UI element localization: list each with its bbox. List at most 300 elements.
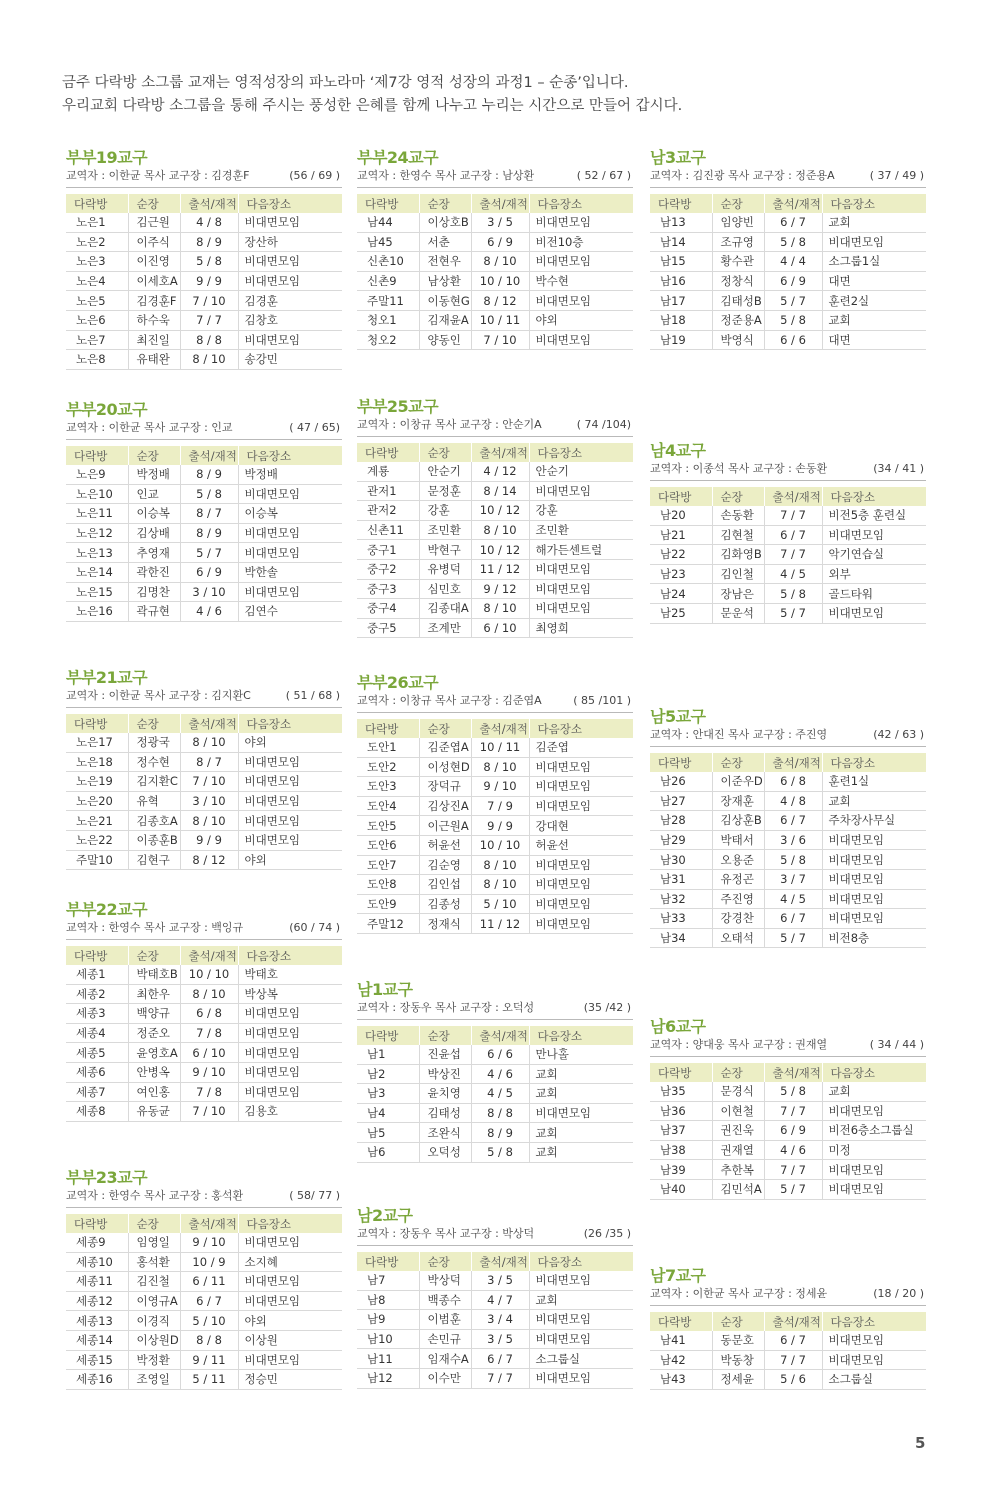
cell-attendance: 5 / 7 <box>764 928 822 948</box>
header-attendance: 출석/재적 <box>471 443 529 462</box>
cell-attendance: 7 / 7 <box>764 1160 822 1180</box>
group-title: 남6교구 <box>650 1017 706 1036</box>
group-men-3 <box>650 148 926 350</box>
header-next-place: 다음장소 <box>529 443 633 462</box>
group-leaders: 교역자 : 김진광 목사 교구장 : 정준용A <box>650 169 835 182</box>
table-row <box>357 875 633 895</box>
table-row <box>66 310 342 330</box>
cell-attendance: 3 / 5 <box>471 213 529 232</box>
cell-leader: 이동현G <box>419 291 471 311</box>
cell-next-place: 교회 <box>529 1142 633 1162</box>
cell-leader: 이경직 <box>128 1311 180 1331</box>
cell-next-place: 비대면모임 <box>529 777 633 797</box>
table-header-row <box>357 719 633 738</box>
table-header-row <box>357 443 633 462</box>
cell-leader: 오용준 <box>712 850 764 870</box>
table-row <box>650 213 926 232</box>
cell-attendance: 10 / 10 <box>180 965 238 984</box>
cell-room: 남7 <box>357 1271 419 1290</box>
cell-leader: 윤치영 <box>419 1084 471 1104</box>
cell-next-place: 교회 <box>822 791 926 811</box>
cell-room: 남18 <box>650 310 712 330</box>
header-leader: 순장 <box>128 946 180 965</box>
cell-leader: 정준용A <box>712 310 764 330</box>
table-row <box>357 1045 633 1064</box>
header-attendance: 출석/재적 <box>471 1252 529 1271</box>
cell-leader: 조규영 <box>712 232 764 252</box>
group-attendance-total: ( 74 /104) <box>576 418 631 431</box>
group-table <box>650 487 927 624</box>
cell-next-place: 비대면모임 <box>238 1233 342 1252</box>
cell-next-place: 비대면모임 <box>529 914 633 934</box>
cell-room: 세종6 <box>66 1062 128 1082</box>
cell-leader: 김진철 <box>128 1272 180 1292</box>
table-row <box>650 310 926 330</box>
table-header-row <box>66 714 342 733</box>
cell-leader: 최진일 <box>128 330 180 350</box>
cell-next-place: 조민환 <box>529 520 633 540</box>
group-leaders: 교역자 : 이창규 목사 교구장 : 김준엽A <box>357 694 542 707</box>
cell-next-place: 비대면모임 <box>529 1271 633 1290</box>
cell-room: 노은13 <box>66 543 128 563</box>
cell-next-place: 비대면모임 <box>822 525 926 545</box>
cell-room: 주말10 <box>66 850 128 870</box>
cell-room: 계룡 <box>357 462 419 481</box>
header-attendance: 출석/재적 <box>764 487 822 506</box>
group-attendance-total: ( 34 / 44 ) <box>869 1038 924 1051</box>
cell-attendance: 6 / 7 <box>764 213 822 232</box>
cell-room: 남40 <box>650 1179 712 1199</box>
cell-attendance: 5 / 7 <box>764 603 822 623</box>
cell-attendance: 8 / 10 <box>180 733 238 752</box>
cell-attendance: 5 / 8 <box>764 850 822 870</box>
group-attendance-total: (42 / 63 ) <box>873 728 924 741</box>
cell-attendance: 8 / 7 <box>180 504 238 524</box>
cell-next-place: 비대면모임 <box>238 271 342 291</box>
cell-room: 주말12 <box>357 914 419 934</box>
cell-leader: 이상호B <box>419 213 471 232</box>
cell-attendance: 8 / 8 <box>471 1103 529 1123</box>
cell-room: 남31 <box>650 869 712 889</box>
table-row <box>66 830 342 850</box>
cell-attendance: 11 / 12 <box>471 914 529 934</box>
cell-leader: 진윤섭 <box>419 1045 471 1064</box>
cell-attendance: 7 / 10 <box>180 291 238 311</box>
cell-next-place: 비대면모임 <box>238 582 342 602</box>
cell-next-place: 소지혜 <box>238 1252 342 1272</box>
cell-next-place: 비대면모임 <box>238 1291 342 1311</box>
group-table <box>650 1063 927 1200</box>
cell-attendance: 4 / 8 <box>180 213 238 232</box>
header-room: 다락방 <box>357 443 419 462</box>
cell-room: 남26 <box>650 772 712 791</box>
cell-room: 노은5 <box>66 291 128 311</box>
cell-room: 세종11 <box>66 1272 128 1292</box>
cell-next-place: 김경훈 <box>238 291 342 311</box>
cell-attendance: 7 / 7 <box>764 506 822 525</box>
group-leaders: 교역자 : 이한균 목사 교구장 : 김경훈F <box>66 169 250 182</box>
cell-leader: 백양규 <box>128 1004 180 1024</box>
header-attendance: 출석/재적 <box>180 1214 238 1233</box>
cell-room: 도안3 <box>357 777 419 797</box>
cell-room: 도안2 <box>357 757 419 777</box>
group-attendance-total: (18 / 20 ) <box>873 1287 924 1300</box>
table-row <box>650 564 926 584</box>
cell-room: 노은17 <box>66 733 128 752</box>
cell-leader: 최한우 <box>128 984 180 1004</box>
cell-leader: 임영일 <box>128 1233 180 1252</box>
table-row <box>357 1142 633 1162</box>
cell-next-place: 비전5층 훈련실 <box>822 506 926 525</box>
table-row <box>66 232 342 252</box>
group-attendance-total: ( 85 /101 ) <box>573 694 631 707</box>
cell-attendance: 10 / 10 <box>471 835 529 855</box>
cell-attendance: 5 / 8 <box>764 1082 822 1101</box>
cell-next-place: 비전6층소그룹실 <box>822 1121 926 1141</box>
cell-leader: 유동균 <box>128 1102 180 1122</box>
table-header-row <box>650 194 926 213</box>
cell-room: 남28 <box>650 811 712 831</box>
table-row <box>357 914 633 934</box>
cell-leader: 심민호 <box>419 579 471 599</box>
table-row <box>650 791 926 811</box>
cell-leader: 박태서 <box>712 830 764 850</box>
cell-attendance: 4 / 5 <box>471 1084 529 1104</box>
cell-attendance: 5 / 10 <box>180 1311 238 1331</box>
cell-attendance: 7 / 7 <box>764 1350 822 1370</box>
table-row <box>66 1330 342 1350</box>
cell-room: 중구4 <box>357 599 419 619</box>
cell-leader: 이주식 <box>128 232 180 252</box>
cell-room: 남37 <box>650 1121 712 1141</box>
header-leader: 순장 <box>128 446 180 465</box>
cell-leader: 박현구 <box>419 540 471 560</box>
cell-attendance: 9 / 10 <box>180 1062 238 1082</box>
cell-next-place: 비대면모임 <box>529 855 633 875</box>
table-row <box>650 330 926 350</box>
cell-room: 도안4 <box>357 796 419 816</box>
cell-room: 남43 <box>650 1370 712 1390</box>
table-row <box>66 291 342 311</box>
cell-next-place: 교회 <box>529 1123 633 1143</box>
table-row <box>357 252 633 272</box>
cell-next-place: 소그룹1실 <box>822 252 926 272</box>
cell-room: 남4 <box>357 1103 419 1123</box>
cell-attendance: 7 / 7 <box>180 310 238 330</box>
cell-room: 세종1 <box>66 965 128 984</box>
cell-next-place: 비대면모임 <box>529 481 633 501</box>
table-row <box>650 232 926 252</box>
cell-attendance: 4 / 4 <box>764 252 822 272</box>
cell-next-place: 악기연습실 <box>822 545 926 565</box>
cell-room: 도안8 <box>357 875 419 895</box>
table-header-row <box>66 446 342 465</box>
table-row <box>66 811 342 831</box>
group-table <box>650 1312 927 1390</box>
table-row <box>66 1023 342 1043</box>
table-row <box>357 501 633 521</box>
cell-next-place: 비대면모임 <box>238 791 342 811</box>
cell-attendance: 8 / 8 <box>180 330 238 350</box>
header-room: 다락방 <box>66 446 128 465</box>
table-header-row <box>650 1063 926 1082</box>
group-attendance-total: ( 51 / 68 ) <box>285 689 340 702</box>
cell-leader: 임양빈 <box>712 213 764 232</box>
cell-room: 세종15 <box>66 1350 128 1370</box>
cell-next-place: 비대면모임 <box>822 850 926 870</box>
cell-next-place: 비대면모임 <box>822 1179 926 1199</box>
table-row <box>66 504 342 524</box>
table-row <box>650 1370 926 1390</box>
table-row <box>650 811 926 831</box>
table-row <box>650 869 926 889</box>
table-header-row <box>357 194 633 213</box>
cell-room: 신촌9 <box>357 271 419 291</box>
table-row <box>66 350 342 370</box>
cell-next-place: 교회 <box>822 1082 926 1101</box>
header-attendance: 출석/재적 <box>471 1026 529 1045</box>
cell-next-place: 소그룹실 <box>822 1370 926 1390</box>
table-row <box>650 889 926 909</box>
table-header-row <box>357 1026 633 1045</box>
table-row <box>357 1103 633 1123</box>
cell-room: 남36 <box>650 1101 712 1121</box>
cell-leader: 추한복 <box>712 1160 764 1180</box>
cell-attendance: 9 / 10 <box>180 1233 238 1252</box>
cell-next-place: 비대면모임 <box>529 252 633 272</box>
table-header-row <box>66 1214 342 1233</box>
cell-next-place: 박수현 <box>529 271 633 291</box>
table-row <box>650 252 926 272</box>
cell-room: 남45 <box>357 232 419 252</box>
group-leaders: 교역자 : 이한균 목사 교구장 : 김지환C <box>66 689 251 702</box>
cell-attendance: 10 / 11 <box>471 310 529 330</box>
header-leader: 순장 <box>128 1214 180 1233</box>
table-row <box>66 562 342 582</box>
cell-attendance: 6 / 11 <box>180 1272 238 1292</box>
table-row <box>66 1370 342 1390</box>
cell-room: 남29 <box>650 830 712 850</box>
group-title: 부부24교구 <box>357 148 439 167</box>
cell-next-place: 비대면모임 <box>529 599 633 619</box>
cell-room: 남21 <box>650 525 712 545</box>
header-attendance: 출석/재적 <box>764 1312 822 1331</box>
table-row <box>650 1350 926 1370</box>
cell-next-place: 비대면모임 <box>238 213 342 232</box>
cell-next-place: 교회 <box>529 1084 633 1104</box>
cell-leader: 권재열 <box>712 1140 764 1160</box>
cell-room: 노은9 <box>66 465 128 484</box>
header-room: 다락방 <box>66 714 128 733</box>
cell-next-place: 훈련1실 <box>822 772 926 791</box>
cell-next-place: 최영희 <box>529 618 633 638</box>
cell-leader: 김근원 <box>128 213 180 232</box>
cell-attendance: 8 / 10 <box>471 855 529 875</box>
cell-leader: 임재수A <box>419 1349 471 1369</box>
cell-room: 남33 <box>650 909 712 929</box>
cell-leader: 하수욱 <box>128 310 180 330</box>
group-title: 남3교구 <box>650 148 706 167</box>
cell-room: 남44 <box>357 213 419 232</box>
group-title: 부부19교구 <box>66 148 148 167</box>
table-row <box>357 481 633 501</box>
group-attendance-total: (56 / 69 ) <box>289 169 340 182</box>
cell-room: 남41 <box>650 1331 712 1350</box>
cell-next-place: 비대면모임 <box>822 869 926 889</box>
table-row <box>650 1179 926 1199</box>
cell-attendance: 5 / 11 <box>180 1370 238 1390</box>
cell-leader: 추영재 <box>128 543 180 563</box>
group-title: 남7교구 <box>650 1266 706 1285</box>
group-info <box>650 1037 926 1057</box>
cell-leader: 조완식 <box>419 1123 471 1143</box>
group-table <box>357 1026 634 1163</box>
cell-leader: 김태성 <box>419 1103 471 1123</box>
group-attendance-total: ( 47 / 65) <box>289 421 340 434</box>
header-attendance: 출석/재적 <box>764 753 822 772</box>
cell-next-place: 교회 <box>822 310 926 330</box>
cell-leader: 동문호 <box>712 1331 764 1350</box>
table-row <box>357 271 633 291</box>
cell-room: 남32 <box>650 889 712 909</box>
table-row <box>66 523 342 543</box>
cell-leader: 이근원A <box>419 816 471 836</box>
cell-room: 남42 <box>650 1350 712 1370</box>
group-couple-22 <box>66 900 342 1122</box>
cell-attendance: 9 / 10 <box>471 777 529 797</box>
cell-room: 세종7 <box>66 1082 128 1102</box>
cell-leader: 이진영 <box>128 252 180 272</box>
table-row <box>357 1064 633 1084</box>
cell-next-place: 교회 <box>529 1064 633 1084</box>
cell-attendance: 5 / 7 <box>180 543 238 563</box>
cell-next-place: 비대면모임 <box>238 1004 342 1024</box>
table-row <box>650 850 926 870</box>
cell-attendance: 5 / 8 <box>764 584 822 604</box>
group-attendance-total: (26 /35 ) <box>583 1227 631 1240</box>
cell-leader: 서춘 <box>419 232 471 252</box>
table-row <box>357 777 633 797</box>
cell-next-place: 김준엽 <box>529 738 633 757</box>
cell-attendance: 6 / 7 <box>471 1349 529 1369</box>
cell-room: 남20 <box>650 506 712 525</box>
cell-leader: 강경찬 <box>712 909 764 929</box>
header-leader: 순장 <box>712 753 764 772</box>
header-attendance: 출석/재적 <box>764 194 822 213</box>
cell-next-place: 비대면모임 <box>529 559 633 579</box>
cell-room: 도안6 <box>357 835 419 855</box>
group-couple-25 <box>357 397 633 638</box>
cell-leader: 문정훈 <box>419 481 471 501</box>
cell-room: 세종16 <box>66 1370 128 1390</box>
cell-attendance: 8 / 7 <box>180 752 238 772</box>
group-title: 남4교구 <box>650 441 706 460</box>
cell-leader: 김상진A <box>419 796 471 816</box>
cell-room: 노은6 <box>66 310 128 330</box>
group-couple-19 <box>66 148 342 370</box>
group-attendance-total: (35 /42 ) <box>583 1001 631 1014</box>
cell-attendance: 6 / 9 <box>180 562 238 582</box>
cell-attendance: 8 / 12 <box>180 850 238 870</box>
cell-attendance: 6 / 7 <box>764 909 822 929</box>
header-room: 다락방 <box>357 1026 419 1045</box>
table-row <box>357 291 633 311</box>
group-title: 부부26교구 <box>357 673 439 692</box>
cell-leader: 유태완 <box>128 350 180 370</box>
cell-leader: 문경식 <box>712 1082 764 1101</box>
cell-room: 노은2 <box>66 232 128 252</box>
cell-attendance: 5 / 8 <box>764 232 822 252</box>
cell-room: 중구3 <box>357 579 419 599</box>
cell-room: 노은4 <box>66 271 128 291</box>
table-row <box>650 909 926 929</box>
cell-attendance: 5 / 7 <box>764 291 822 311</box>
group-table <box>357 443 634 638</box>
header-room: 다락방 <box>66 946 128 965</box>
header-next-place: 다음장소 <box>529 1026 633 1045</box>
cell-next-place: 소그룹실 <box>529 1349 633 1369</box>
table-row <box>357 520 633 540</box>
cell-leader: 장남은 <box>712 584 764 604</box>
table-row <box>66 582 342 602</box>
cell-room: 노은19 <box>66 772 128 792</box>
cell-next-place: 박상복 <box>238 984 342 1004</box>
cell-room: 남25 <box>650 603 712 623</box>
header-leader: 순장 <box>712 487 764 506</box>
cell-leader: 윤영호A <box>128 1043 180 1063</box>
intro-line-2: 우리교회 다락방 소그룹을 통해 주시는 풍성한 은혜를 함께 나누고 누리는 시간으로 만들어 갑시다. <box>62 98 683 114</box>
cell-attendance: 9 / 11 <box>180 1350 238 1370</box>
cell-room: 남5 <box>357 1123 419 1143</box>
header-attendance: 출석/재적 <box>471 719 529 738</box>
cell-room: 남10 <box>357 1329 419 1349</box>
group-leaders: 교역자 : 양대웅 목사 교구장 : 권재열 <box>650 1038 828 1051</box>
cell-attendance: 6 / 7 <box>180 1291 238 1311</box>
cell-room: 남12 <box>357 1368 419 1388</box>
cell-leader: 김명찬 <box>128 582 180 602</box>
cell-next-place: 비대면모임 <box>529 1103 633 1123</box>
cell-attendance: 6 / 10 <box>180 1043 238 1063</box>
group-table <box>650 753 927 948</box>
table-row <box>66 1043 342 1063</box>
cell-room: 남22 <box>650 545 712 565</box>
cell-next-place: 비대면모임 <box>822 232 926 252</box>
cell-room: 남39 <box>650 1160 712 1180</box>
header-next-place: 다음장소 <box>238 946 342 965</box>
table-row <box>357 894 633 914</box>
cell-leader: 유병덕 <box>419 559 471 579</box>
header-next-place: 다음장소 <box>822 753 926 772</box>
cell-leader: 김인섭 <box>419 875 471 895</box>
cell-attendance: 8 / 12 <box>471 291 529 311</box>
cell-attendance: 7 / 10 <box>180 1102 238 1122</box>
cell-leader: 김현구 <box>128 850 180 870</box>
cell-leader: 이종훈B <box>128 830 180 850</box>
table-row <box>357 213 633 232</box>
table-row <box>650 1160 926 1180</box>
cell-next-place: 비대면모임 <box>529 1310 633 1330</box>
group-info <box>66 920 342 940</box>
group-leaders: 교역자 : 이창규 목사 교구장 : 안순기A <box>357 418 542 431</box>
cell-next-place: 비전10층 <box>529 232 633 252</box>
cell-leader: 주진영 <box>712 889 764 909</box>
cell-leader: 홍석환 <box>128 1252 180 1272</box>
group-couple-24 <box>357 148 633 350</box>
cell-leader: 이승복 <box>128 504 180 524</box>
cell-next-place: 비대면모임 <box>822 1160 926 1180</box>
table-row <box>66 1062 342 1082</box>
cell-next-place: 비대면모임 <box>822 603 926 623</box>
